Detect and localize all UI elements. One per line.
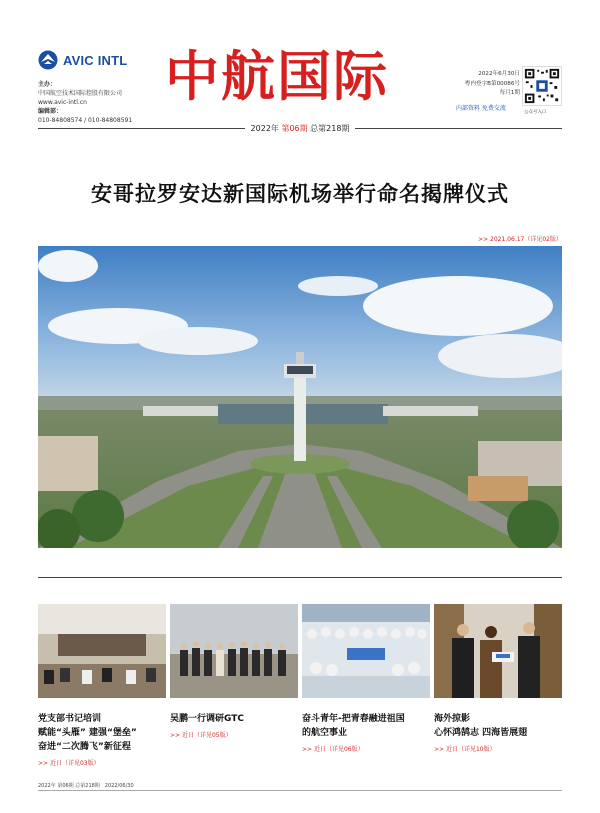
- mid-divider: [38, 577, 562, 578]
- publisher-info: [38, 80, 168, 125]
- qr-code-icon[interactable]: [522, 66, 562, 106]
- training-meeting-thumbnail: [38, 604, 166, 698]
- news-title-line: 的航空事业: [302, 728, 348, 738]
- issue-year: 2022年: [250, 124, 282, 133]
- meta-registration: 粤内登字B第00086号: [464, 80, 520, 87]
- news-title-line: 海外掠影: [434, 714, 471, 724]
- overseas-handshake-thumbnail: [434, 604, 562, 698]
- airport-hero-image[interactable]: [38, 246, 562, 548]
- news-item-training[interactable]: [38, 604, 166, 767]
- gtc-visit-thumbnail: [170, 604, 298, 698]
- qr-caption: 公众号入口: [524, 110, 547, 115]
- masthead-title: 中航国际: [165, 45, 389, 108]
- logo-text: AVIC INTL: [63, 52, 128, 68]
- issue-total: 总第218期: [307, 124, 350, 133]
- lead-headline[interactable]: 安哥拉罗安达新国际机场举行命名揭牌仪式: [91, 181, 509, 206]
- issue-number: 第06期: [281, 124, 308, 133]
- sponsor-name: 中国航空技术国际控股有限公司: [38, 90, 123, 97]
- news-title-line: 赋能“头雁” 建强“堡垒”: [38, 728, 137, 738]
- news-ref[interactable]: >> 近日（详见05版）: [170, 732, 232, 739]
- website[interactable]: www.avic-intl.cn: [38, 99, 87, 106]
- news-title: [434, 712, 562, 740]
- sponsor-label: 主办：: [38, 81, 57, 88]
- news-title-line: 奋斗青年-把青春融进祖国: [302, 714, 405, 724]
- youth-group-thumbnail: [302, 604, 430, 698]
- editorial-label: 编辑部：: [38, 108, 63, 115]
- news-ref[interactable]: >> 近日（详见10版）: [434, 746, 496, 753]
- news-title-line: 心怀鸿鹄志 四海皆展翅: [434, 728, 528, 738]
- news-item-youth[interactable]: [302, 604, 430, 753]
- logo: [38, 50, 127, 70]
- issue-line: [0, 123, 600, 134]
- news-title-line: 党支部书记培训: [38, 714, 102, 724]
- news-title-line: 吴鹏一行调研GTC: [170, 714, 244, 724]
- news-item-gtc[interactable]: [170, 604, 298, 739]
- meta-date: 2022年6月30日: [478, 71, 520, 77]
- footer-text: 2022年 第06期 总第218期 2022/06/30: [38, 783, 134, 789]
- news-item-overseas[interactable]: [434, 604, 562, 753]
- phone: 010-84808574 / 010-84808591: [38, 117, 133, 124]
- news-title: [170, 712, 298, 726]
- free-note: 内部资料 免费交流: [456, 105, 506, 112]
- news-title-line: 奋进“二次腾飞”新征程: [38, 742, 131, 752]
- lead-date-ref[interactable]: >> 2021.06.17（详见02版）: [478, 236, 562, 243]
- news-ref[interactable]: >> 近日（详见03版）: [38, 760, 100, 767]
- footer-divider: [38, 790, 562, 791]
- news-title: [302, 712, 430, 740]
- news-title: [38, 712, 166, 754]
- issue-meta: [458, 70, 520, 99]
- meta-frequency: 每月1期: [499, 90, 520, 96]
- news-ref[interactable]: >> 近日（详见06版）: [302, 746, 364, 753]
- avic-logo-icon: [38, 50, 58, 70]
